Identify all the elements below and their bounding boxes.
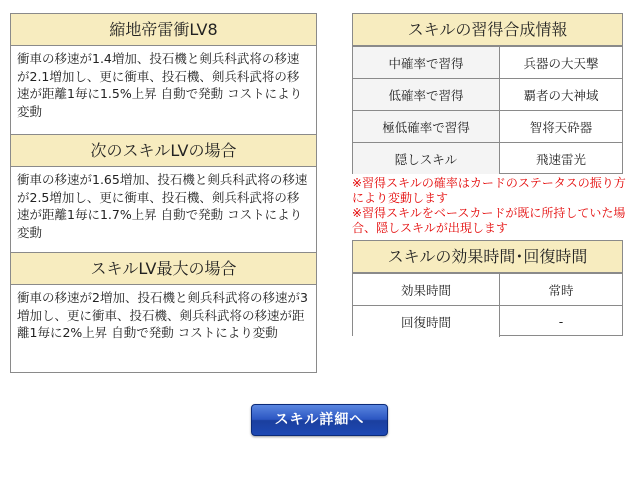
acquire-label: 中確率で習得 [353,47,500,79]
acquire-value: 智将天砕器 [500,111,623,143]
skill-description: 衝車の移速が1.4増加、投石機と剣兵科武将の移速が2.1増加し、更に衝車、投石機、剣兵科武将の移速が距離1毎に1.5%上昇 自動で発動 コストにより変動 [17,51,303,119]
acquire-label: 低確率で習得 [353,79,500,111]
effect-time-heading: スキルの効果時間･回復時間 [353,241,622,273]
acquire-value: 飛速雷光 [500,143,623,175]
max-level-heading: スキルLV最大の場合 [11,252,316,285]
acquire-value: 覇者の大神域 [500,79,623,111]
recovery-label: 回復時間 [353,306,500,338]
table-row [353,143,622,175]
note-hidden-skill: ※習得スキルをベースカードが既に所持していた場合、隠しスキルが出現します [352,206,626,235]
next-level-heading: 次のスキルLVの場合 [11,134,316,167]
skill-title: 縮地帝雷衝LV8 [11,14,316,46]
skill-details-button[interactable]: スキル詳細へ [251,404,388,436]
acquire-info-panel [352,13,623,174]
table-row [353,274,622,306]
effect-table [353,273,622,337]
table-row [353,306,622,338]
max-level-description: 衝車の移速が2増加、投石機と剣兵科武将の移速が3増加し、更に衝車、投石機、剣兵科武将の移速が距離1毎に2%上昇 自動で発動 コストにより変動 [17,290,308,340]
acquire-label: 極低確率で習得 [353,111,500,143]
table-row [353,111,622,143]
table-row [353,79,622,111]
acquire-label: 隠しスキル [353,143,500,175]
acquire-value: 兵器の大天撃 [500,47,623,79]
skill-level-panel [10,13,317,373]
recovery-value: - [500,306,623,338]
effect-value: 常時 [500,274,623,306]
effect-label: 効果時間 [353,274,500,306]
next-level-description: 衝車の移速が1.65増加、投石機と剣兵科武将の移速が2.5増加し、更に衝車、投石機、剣兵科武将の移速が距離1毎に1.7%上昇 自動で発動 コストにより変動 [17,172,308,240]
note-probability: ※習得スキルの確率はカードのステータスの振り方 により変動します [352,176,626,205]
effect-time-panel [352,240,623,336]
acquire-notes [352,176,627,236]
acquire-info-heading: スキルの習得合成情報 [353,14,622,46]
table-row [353,47,622,79]
acquire-table [353,46,622,174]
